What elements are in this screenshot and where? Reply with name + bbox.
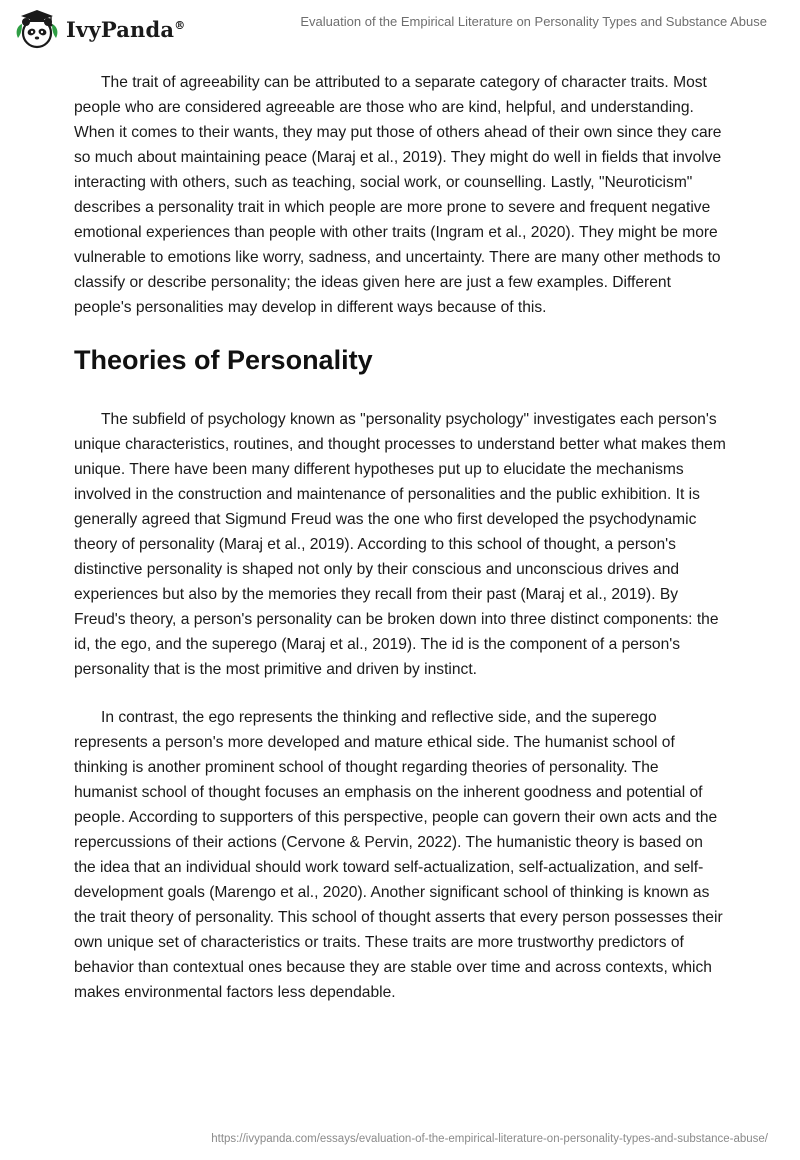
source-url[interactable]: https://ivypanda.com/essays/evaluation-of-the-empirical-literature-on-personality-types-and-substance-abuse/ [211, 1133, 768, 1145]
document-title: Evaluation of the Empirical Literature on Personality Types and Substance Abuse [300, 14, 767, 29]
logo-wordmark: IvyPanda® [66, 16, 186, 42]
essay-body [74, 70, 726, 1028]
paragraph-humanist-trait-theory: In contrast, the ego represents the thinking and reflective side, and the superego represents a person's more developed and mature ethical side. The humanist school of thinking is another prominent school of thought regarding theories of personality. The humanist school of thought focuses an emphasis on the inherent goodness and potential of people. According to supporters of this perspective, people can govern their own acts and the repercussions of their actions (Cervone & Pervin, 2022). The humanistic theory is based on the idea that an individual should work toward self-actualization, self-actualization, and self-development goals (Marengo et al., 2020). Another significant school of thinking is known as the trait theory of personality. This school of thought asserts that every person possesses their own unique set of characteristics or traits. These traits are more trustworthy predictors of behavior than contextual ones because they are stable over time and across contexts, which makes environmental factors less dependable. [74, 709, 723, 1001]
panda-graduation-cap-icon [14, 8, 60, 50]
page-header [0, 0, 800, 60]
paragraph-personality-psychology: The subfield of psychology known as "personality psychology" investigates each person's unique characteristics, routines, and thought processes to understand better what makes them unique. There have been many different hypotheses put up to elucidate the mechanisms involved in the construction and maintenance of personalities and the public exhibition. It is generally agreed that Sigmund Freud was the one who first developed the psychodynamic theory of personality (Maraj et al., 2019). According to this school of thought, a person's distinctive personality is shaped not only by their conscious and unconscious drives and experiences but also by the memories they recall from their past (Maraj et al., 2019). By Freud's theory, a person's personality can be broken down into three distinct components: the id, the ego, and the superego (Maraj et al., 2019). The id is the component of a person's personality that is the most primitive and driven by instinct. [74, 411, 726, 678]
section-heading: Theories of Personality [74, 345, 373, 375]
ivypanda-logo[interactable] [14, 8, 185, 50]
paragraph-agreeableness: The trait of agreeability can be attributed to a separate category of character traits. Most people who are considered agreeable are those who are kind, helpful, and understanding. When it comes to their wants, they may put those of others ahead of their own since they care so much about maintaining peace (Maraj et al., 2019). They might do well in fields that involve interacting with others, such as teaching, social work, or counselling. Lastly, "Neuroticism" describes a personality trait in which people are more prone to severe and frequent negative emotional experiences than people with other traits (Ingram et al., 2020). They might be more vulnerable to emotions like worry, sadness, and uncertainty. There are many other methods to classify or describe personality; the ideas given here are just a few examples. Different people's personalities may develop in different ways because of this. [74, 74, 722, 316]
